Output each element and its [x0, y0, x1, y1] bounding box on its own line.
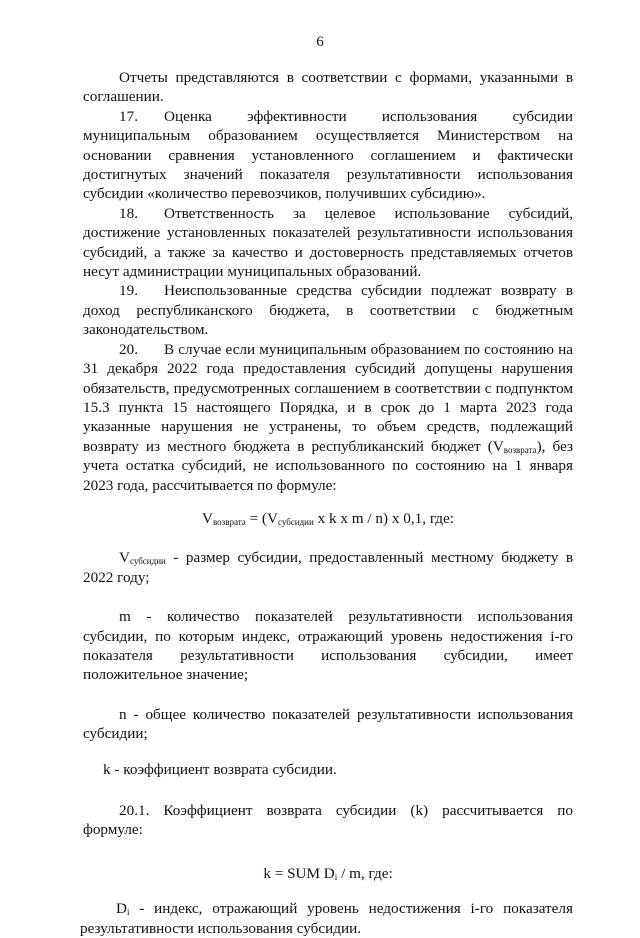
definition-v-subsidy: [83, 548, 573, 587]
formula-return-volume: [83, 509, 573, 528]
paragraph-20-subscript: возврата: [503, 444, 537, 455]
paragraph-18-text: Ответственность за целевое использование субсидий, достижение установленных показателей результативности использования субсидий, а также за качество и достоверность представляемых отчетов несут администрации муниципальных образований.: [83, 204, 573, 281]
paragraph-18: [83, 204, 573, 282]
formula-eq: = (V: [245, 509, 278, 527]
formula-sub-return: возврата: [212, 516, 246, 527]
definition-di-sub: i: [126, 907, 130, 918]
paragraph-20-1-number: 20.1.: [119, 802, 150, 819]
definition-v-text: - размер субсидии, предоставленный местному бюджету в 2022 году;: [83, 549, 573, 586]
definition-m: m - количество показателей результативности использования субсидии, по которым индекс, отражающий уровень недостижения i-го показателя результативности использования субсидии, имеет положительное значение;: [83, 608, 573, 684]
formula-v: V: [202, 509, 213, 527]
paragraph-20-text-a: В случае если муниципальным образованием по состоянию на 31 декабря 2022 года предоставления субсидий допущены нарушения обязательств, предусмотренных соглашением в соответствии с подпунктом 15.3 пункта 15 настоящего Порядка, и в срок до 1 марта 2023 года указанные нарушения не устранены, то объем средств, подлежащий возврату из местного бюджета в республиканский бюджет (V: [83, 340, 573, 455]
formula-sub-subsidy: субсидии: [277, 516, 314, 527]
paragraph-20-1: [83, 801, 573, 840]
paragraph-17-number: 17.: [119, 107, 138, 125]
paragraph-19-number: 19.: [119, 282, 138, 300]
paragraph-18-number: 18.: [119, 204, 138, 222]
page-number: 6: [316, 34, 324, 50]
paragraph-17-text: Оценка эффективности использования субсидии муниципальным образованием осуществляется Министерством на основании сравнения установленного соглашением и фактически достигнутых значений показателя результативности использования субсидии «количество перевозчиков, получивших субсидию».: [83, 107, 573, 203]
paragraph-20-number: 20.: [119, 340, 138, 358]
definition-di-text: - индекс, отражающий уровень недостижения i-го показателя результативности использования субсидии.: [80, 900, 573, 937]
document-body: [80, 68, 573, 938]
definition-di: [80, 899, 573, 938]
formula-rest: x k x m / n) x 0,1, где:: [313, 509, 454, 527]
definition-v-sub: субсидии: [129, 556, 166, 567]
definition-v-var: V: [119, 549, 130, 567]
paragraph-20-1-text: Коэффициент возврата субсидии (k) рассчитывается по формуле:: [83, 802, 573, 839]
formula2-sub: i: [334, 871, 338, 882]
definition-di-var: D: [116, 900, 127, 918]
paragraph-20: [83, 340, 573, 495]
paragraph-20-text-b: ), без учета остатка субсидий, не использованного по состоянию на 1 января 2023 года, рассчитывается по формуле:: [83, 437, 573, 494]
formula2-pre: k = SUM D: [263, 864, 335, 882]
paragraph-16-tail: Отчеты представляются в соответствии с формами, указанными в соглашении.: [83, 69, 573, 106]
definition-k: k - коэффициент возврата субсидии.: [103, 760, 337, 778]
paragraph-19-text: Неиспользованные средства субсидии подлежат возврату в доход республиканского бюджета, в соответствии с бюджетным законодательством.: [83, 282, 573, 339]
paragraph-19: [83, 281, 573, 339]
definition-n: n - общее количество показателей результативности использования субсидии;: [83, 705, 573, 743]
paragraph-17: [83, 107, 573, 204]
formula2-post: / m, где:: [337, 864, 393, 882]
formula-coefficient: [83, 864, 573, 883]
